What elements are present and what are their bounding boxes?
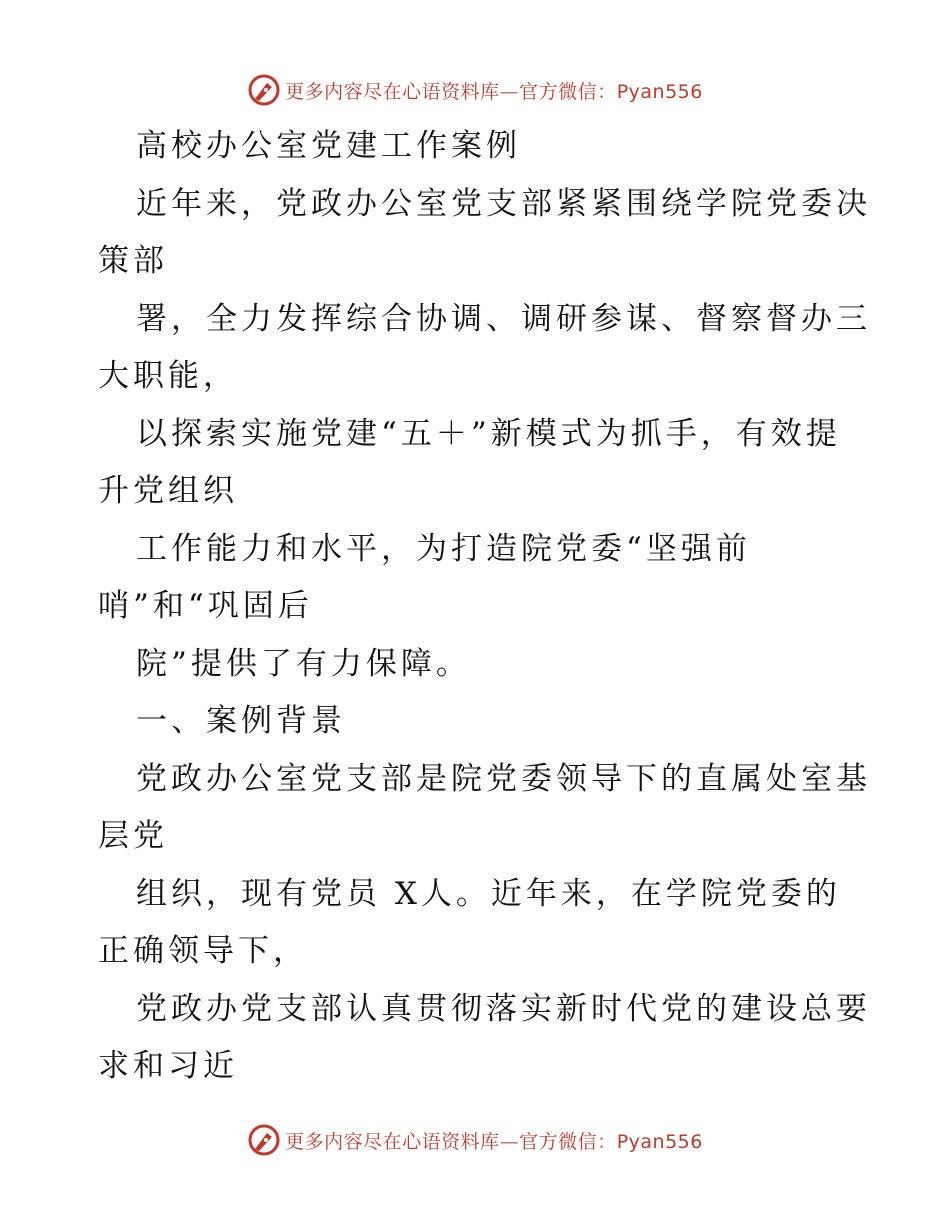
document-line: 策部 [98, 243, 168, 279]
pen-nib-logo-icon [247, 1123, 281, 1157]
document-line: 工作能力和水平，为打造院党委“坚强前 [136, 530, 751, 567]
banner-separator: — [499, 1130, 520, 1153]
banner-separator: — [499, 80, 520, 103]
document-line: 一、案例背景 [136, 703, 346, 739]
document-line: 正确领导下， [98, 933, 308, 969]
document-line: 署，全力发挥综合协调、调研参谋、督察督办三 [136, 300, 871, 337]
banner-wechat-id: Pyan556 [616, 80, 703, 103]
banner-wechat-label: 官方微信： [519, 80, 617, 103]
banner-main-text: 更多内容尽在心语资料库 [285, 1130, 500, 1153]
document-line: 高校办公室党建工作案例 [136, 128, 521, 164]
banner-text [285, 1127, 703, 1154]
pen-nib-logo-icon [247, 73, 281, 107]
banner-wechat-label: 官方微信： [519, 1130, 617, 1153]
document-line: 组织，现有党员 X人。近年来，在学院党委的 [136, 875, 841, 912]
document-line: 大职能， [98, 358, 238, 394]
document-line: 党政办党支部认真贯彻落实新时代党的建设总要 [136, 990, 871, 1027]
document-line: 层党 [98, 818, 168, 854]
document-line: 求和习近 [98, 1048, 238, 1084]
document-line: 近年来，党政办公室党支部紧紧围绕学院党委决 [136, 185, 871, 222]
banner-wechat-id: Pyan556 [616, 1130, 703, 1153]
header-watermark-banner [0, 70, 950, 110]
document-line: 哨”和“巩固后 [98, 588, 313, 624]
banner-text [285, 77, 703, 104]
document-line: 升党组织 [98, 473, 238, 509]
document-body [98, 118, 871, 1096]
document-line: 以探索实施党建“五＋”新模式为抓手，有效提 [136, 415, 841, 452]
banner-main-text: 更多内容尽在心语资料库 [285, 80, 500, 103]
document-line: 党政办公室党支部是院党委领导下的直属处室基 [136, 760, 871, 797]
document-line: 院”提供了有力保障。 [136, 645, 471, 682]
footer-watermark-banner [0, 1120, 950, 1160]
